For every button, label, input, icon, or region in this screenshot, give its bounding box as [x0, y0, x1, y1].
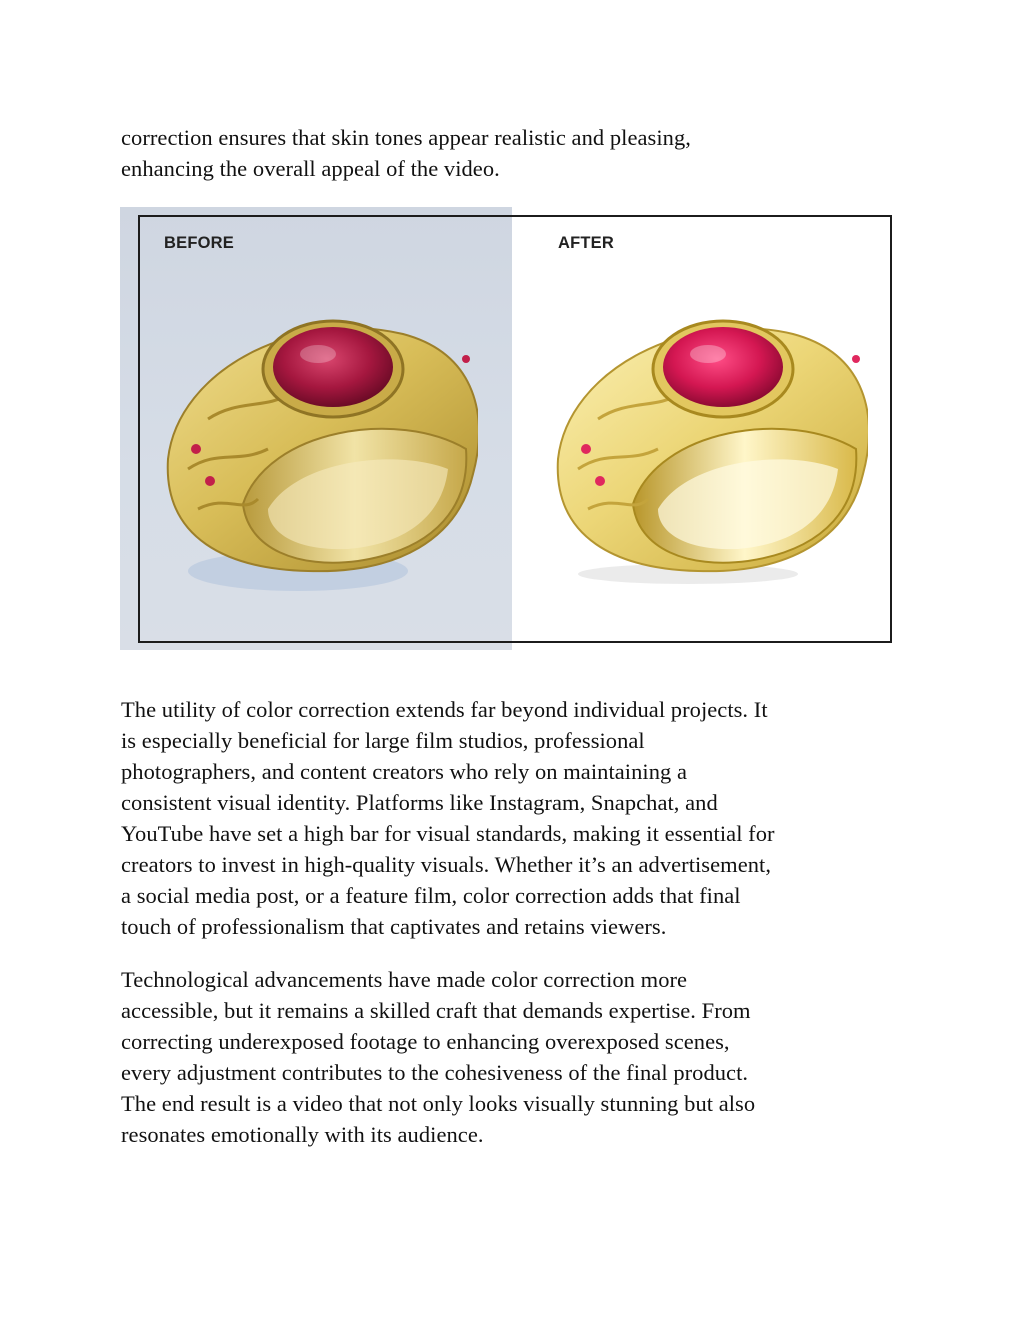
text-line: accessible, but it remains a skilled craft that demands expertise. From	[121, 998, 751, 1023]
text-line: is especially beneficial for large film studios, professional	[121, 728, 645, 753]
ring-after-image	[538, 299, 868, 629]
before-label: BEFORE	[164, 234, 234, 252]
after-label: AFTER	[558, 234, 614, 252]
text-line: touch of professionalism that captivates and retains viewers.	[121, 914, 667, 939]
text-line: consistent visual identity. Platforms like Instagram, Snapchat, and	[121, 790, 718, 815]
text-line: creators to invest in high-quality visuals. Whether it’s an advertisement,	[121, 852, 772, 877]
text-line: The end result is a video that not only looks visually stunning but also	[121, 1091, 756, 1116]
text-line: every adjustment contributes to the cohesiveness of the final product.	[121, 1060, 749, 1085]
text-line: The utility of color correction extends far beyond individual projects. It	[121, 697, 768, 722]
text-line: enhancing the overall appeal of the video.	[121, 156, 500, 181]
intro-paragraph	[121, 122, 911, 184]
text-line: a social media post, or a feature film, color correction adds that final	[121, 883, 741, 908]
utility-paragraph	[121, 694, 911, 942]
text-line: resonates emotionally with its audience.	[121, 1122, 484, 1147]
text-line: Technological advancements have made color correction more	[121, 967, 688, 992]
before-after-figure	[120, 207, 896, 650]
text-line: photographers, and content creators who rely on maintaining a	[121, 759, 687, 784]
text-line: YouTube have set a high bar for visual standards, making it essential for	[121, 821, 775, 846]
text-line: correction ensures that skin tones appear realistic and pleasing,	[121, 125, 691, 150]
ring-before-image	[148, 299, 478, 629]
technology-paragraph	[121, 964, 911, 1150]
text-line: correcting underexposed footage to enhancing overexposed scenes,	[121, 1029, 730, 1054]
